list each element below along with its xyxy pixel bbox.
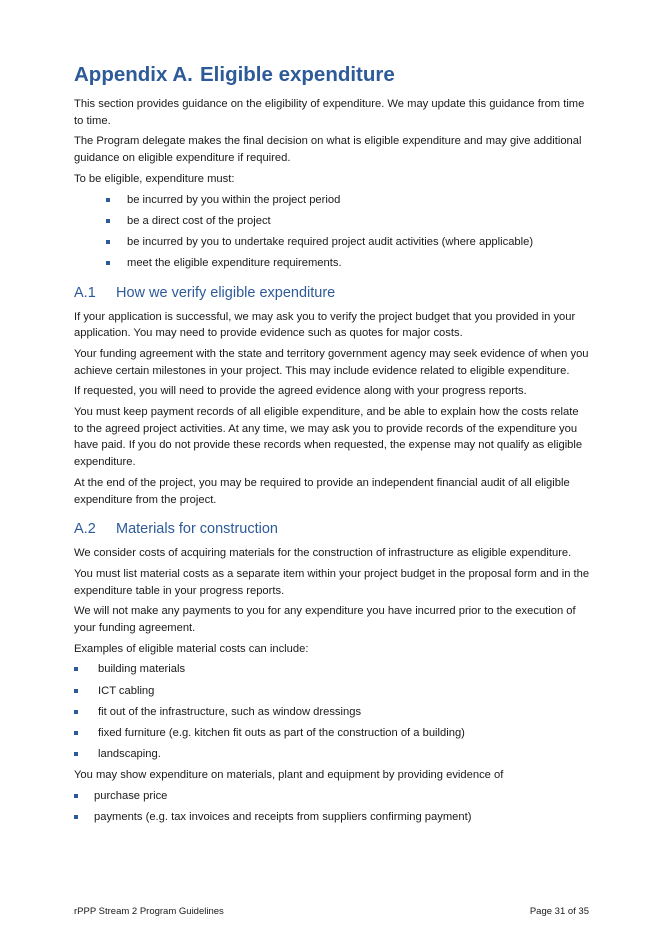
bullet-icon [106, 198, 110, 202]
list-item: be incurred by you within the project period [74, 192, 590, 209]
a1-paragraph: You must keep payment records of all eligible expenditure, and be able to explain how the costs relate to the agreed project activities. At any time, we may ask you to provide records of the expenditure you have paid. If you do not provide these records when requested, the expense may not qualify as eligible expenditure. [74, 406, 583, 469]
page-footer [74, 906, 589, 917]
list-item: fit out of the infrastructure, such as window dressings [74, 704, 590, 721]
bullet-icon [74, 689, 78, 693]
a1-paragraph: Your funding agreement with the state and territory government agency may seek evidence of when you achieve certain milestones in your project. This may include evidence related to eligible expenditure. [74, 347, 589, 377]
list-item: fixed furniture (e.g. kitchen fit outs as part of the construction of a building) [74, 725, 590, 742]
list-item: landscaping. [74, 746, 590, 763]
a2-paragraph-4: Examples of eligible material costs can include: [74, 642, 309, 655]
section-a2-title: Materials for construction [116, 521, 278, 538]
list-item: purchase price [74, 788, 590, 805]
section-a1-title: How we verify eligible expenditure [116, 284, 336, 301]
bullet-icon [106, 240, 110, 244]
appendix-title: Eligible expenditure [200, 63, 395, 86]
bullet-icon [106, 219, 110, 223]
page-content [74, 62, 590, 830]
intro-paragraph-3: To be eligible, expenditure must: [74, 172, 235, 185]
intro-paragraph-1: This section provides guidance on the eligibility of expenditure. We may update this guidance from time to time. [74, 98, 585, 127]
bullet-icon [74, 794, 78, 798]
bullet-icon [74, 815, 78, 819]
list-item: ICT cabling [74, 683, 590, 700]
a1-paragraph: At the end of the project, you may be required to provide an independent financial audit of all eligible expenditure from the project. [74, 476, 570, 506]
section-a1-heading [74, 283, 590, 303]
list-item: meet the eligible expenditure requirements. [74, 255, 590, 272]
a1-paragraph: If requested, you will need to provide the agreed evidence along with your progress reports. [74, 385, 527, 398]
a2-paragraph-3: We will not make any payments to you for any expenditure you have incurred prior to the execution of your funding agreement. [74, 605, 576, 635]
material-examples-list [74, 661, 590, 762]
bullet-icon [74, 710, 78, 714]
bullet-icon [74, 752, 78, 756]
eligibility-list [74, 192, 590, 272]
footer-page-number: Page 31 of 35 [529, 906, 589, 917]
list-item: payments (e.g. tax invoices and receipts from suppliers confirming payment) [74, 809, 590, 826]
list-item: be incurred by you to undertake required project audit activities (where applicable) [74, 234, 590, 251]
footer-document-title: rPPP Stream 2 Program Guidelines [74, 906, 224, 917]
intro-paragraph-2: The Program delegate makes the final decision on what is eligible expenditure and may give additional guidance on eligible expenditure if required. [74, 135, 582, 165]
section-a2-heading [74, 519, 590, 539]
section-a2-number: A.2 [74, 521, 96, 538]
evidence-list [74, 788, 590, 826]
a2-paragraph-5: You may show expenditure on materials, plant and equipment by providing evidence of [74, 768, 504, 781]
bullet-icon [74, 731, 78, 735]
list-item: building materials [74, 661, 590, 678]
a1-paragraph: If your application is successful, we may ask you to verify the project budget that you provided in your application. You may need to provide evidence such as quotes for major costs. [74, 310, 576, 340]
a2-paragraph-1: We consider costs of acquiring materials for the construction of infrastructure as eligible expenditure. [74, 547, 572, 560]
bullet-icon [106, 261, 110, 265]
a2-paragraph-2: You must list material costs as a separate item within your project budget in the proposal form and in the expenditure table in your progress reports. [74, 567, 590, 597]
appendix-heading [74, 62, 590, 88]
appendix-number: Appendix A. [74, 63, 193, 86]
bullet-icon [74, 667, 78, 671]
list-item: be a direct cost of the project [74, 213, 590, 230]
section-a1-number: A.1 [74, 284, 96, 301]
